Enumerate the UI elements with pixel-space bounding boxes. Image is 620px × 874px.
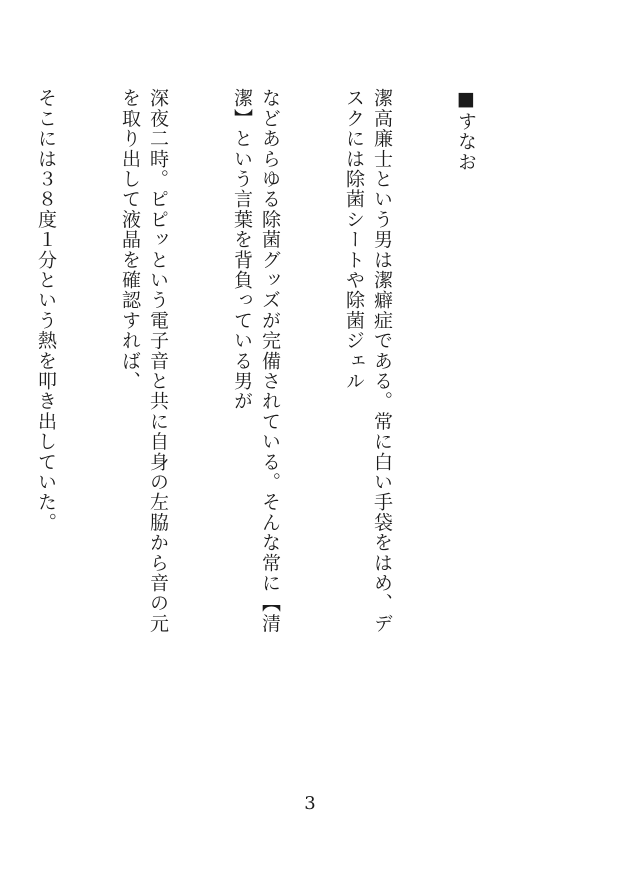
- text-line: 潔高廉士という男は潔癖症である。常に白い手袋をはめ、デスクには除菌シートや除菌ジェル: [343, 88, 393, 634]
- text-line: などあらゆる除菌グッズが完備されている。そんな常に【清潔】という言葉を背負っている男が: [231, 88, 281, 634]
- text-line: 深夜二時。ピピッという電子音と共に自身の左脇から音の元を取り出して液晶を確認すれば、: [119, 88, 169, 634]
- page-number: 3: [304, 793, 316, 814]
- text-line: そこには３８度１分という熱を叩き出していた。: [35, 88, 57, 533]
- vertical-text-body: [35, 88, 536, 648]
- section-heading: ■すなお: [455, 88, 477, 172]
